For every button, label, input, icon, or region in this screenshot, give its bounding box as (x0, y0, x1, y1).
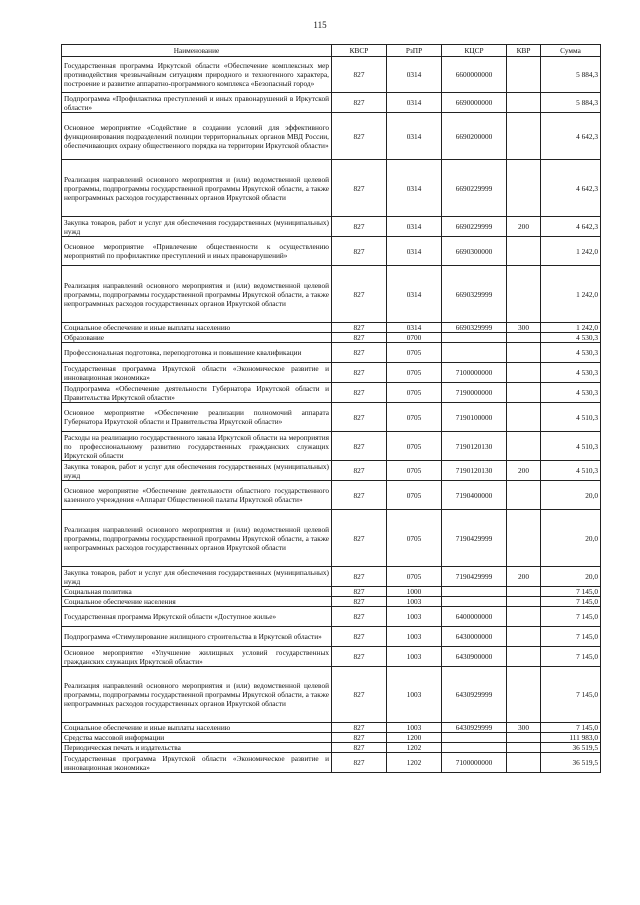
table-row (62, 510, 601, 567)
cell-name: Основное мероприятие «Содействие в создании условий для эффективного функционирования подразделений полиции территориальных органов МВД России, обеспечивающих охрану общественного порядка на территории Иркутской области» (62, 113, 332, 160)
table-row (62, 57, 601, 93)
cell-name: Подпрограмма «Обеспечение деятельности Губернатора Иркутской области и Правительства Иркутской области» (62, 383, 332, 403)
table-row (62, 266, 601, 323)
table-row (62, 93, 601, 113)
cell-rzpr: 0314 (387, 93, 442, 113)
cell-kvr (507, 587, 541, 597)
cell-sum: 7 145,0 (541, 627, 601, 647)
cell-kvr (507, 627, 541, 647)
cell-sum: 7 145,0 (541, 597, 601, 607)
cell-kvr (507, 266, 541, 323)
table-row (62, 113, 601, 160)
cell-name: Государственная программа Иркутской области «Обеспечение комплексных мер противодействия чрезвычайным ситуациям природного и техногенного характера, построение и развитие аппаратно-программного комплекса «Безопасный город» (62, 57, 332, 93)
cell-rzpr: 0314 (387, 323, 442, 333)
cell-kvsr: 827 (332, 510, 387, 567)
cell-kcsr: 7100000000 (442, 363, 507, 383)
cell-name: Образование (62, 333, 332, 343)
cell-name: Социальное обеспечение и иные выплаты населению (62, 323, 332, 333)
cell-kcsr: 7190429999 (442, 510, 507, 567)
cell-kcsr (442, 587, 507, 597)
table-row (62, 403, 601, 432)
cell-rzpr: 0705 (387, 461, 442, 481)
table-row (62, 461, 601, 481)
cell-kcsr: 6690300000 (442, 237, 507, 266)
page-number: 115 (313, 20, 327, 30)
table-row (62, 753, 601, 773)
cell-sum: 7 145,0 (541, 647, 601, 667)
cell-kcsr (442, 343, 507, 363)
cell-kcsr: 6430000000 (442, 627, 507, 647)
cell-name: Профессиональная подготовка, переподготовка и повышение квалификации (62, 343, 332, 363)
cell-sum: 4 510,3 (541, 432, 601, 461)
cell-kvr: 200 (507, 567, 541, 587)
cell-rzpr: 0705 (387, 383, 442, 403)
cell-kvsr: 827 (332, 323, 387, 333)
table-row (62, 217, 601, 237)
cell-kcsr: 7190400000 (442, 481, 507, 510)
table-row (62, 343, 601, 363)
cell-rzpr: 1202 (387, 743, 442, 753)
cell-sum: 4 510,3 (541, 403, 601, 432)
cell-kcsr: 6430929999 (442, 667, 507, 723)
cell-kvsr: 827 (332, 733, 387, 743)
cell-kcsr: 7190100000 (442, 403, 507, 432)
cell-kvr (507, 403, 541, 432)
table-row (62, 587, 601, 597)
cell-rzpr: 0314 (387, 113, 442, 160)
cell-sum: 36 519,5 (541, 753, 601, 773)
cell-kvsr: 827 (332, 461, 387, 481)
cell-kvsr: 827 (332, 383, 387, 403)
cell-kcsr: 6690000000 (442, 93, 507, 113)
cell-sum: 4 642,3 (541, 113, 601, 160)
cell-rzpr: 0314 (387, 57, 442, 93)
cell-sum: 7 145,0 (541, 607, 601, 627)
cell-kvr: 300 (507, 323, 541, 333)
cell-name: Закупка товаров, работ и услуг для обеспечения государственных (муниципальных) нужд (62, 567, 332, 587)
cell-kvr (507, 647, 541, 667)
table-row (62, 432, 601, 461)
cell-rzpr: 0705 (387, 363, 442, 383)
cell-name: Государственная программа Иркутской области «Экономическое развитие и инновационная экономика» (62, 753, 332, 773)
cell-sum: 1 242,0 (541, 266, 601, 323)
cell-sum: 36 519,5 (541, 743, 601, 753)
cell-kcsr: 6690229999 (442, 217, 507, 237)
header-sum: Сумма (541, 45, 601, 57)
cell-kvr (507, 510, 541, 567)
cell-kvsr: 827 (332, 93, 387, 113)
cell-sum: 5 884,3 (541, 57, 601, 93)
cell-kvsr: 827 (332, 753, 387, 773)
table-row (62, 667, 601, 723)
budget-table (61, 44, 601, 773)
cell-sum: 20,0 (541, 567, 601, 587)
cell-rzpr: 0705 (387, 567, 442, 587)
cell-kvsr: 827 (332, 403, 387, 432)
cell-name: Подпрограмма «Профилактика преступлений и иных правонарушений в Иркутской области» (62, 93, 332, 113)
header-name: Наименование (62, 45, 332, 57)
cell-kcsr: 6690229999 (442, 160, 507, 217)
cell-rzpr: 1200 (387, 733, 442, 743)
cell-sum: 4 642,3 (541, 160, 601, 217)
cell-sum: 1 242,0 (541, 237, 601, 266)
cell-kvr (507, 383, 541, 403)
cell-rzpr: 0700 (387, 333, 442, 343)
cell-name: Государственная программа Иркутской области «Экономическое развитие и инновационная экономика» (62, 363, 332, 383)
cell-kvsr: 827 (332, 627, 387, 647)
cell-sum: 20,0 (541, 481, 601, 510)
cell-kvsr: 827 (332, 567, 387, 587)
cell-sum: 4 510,3 (541, 461, 601, 481)
cell-kvsr: 827 (332, 113, 387, 160)
cell-kcsr (442, 333, 507, 343)
header-rzpr: РзПР (387, 45, 442, 57)
cell-kvsr: 827 (332, 481, 387, 510)
cell-kvsr: 827 (332, 723, 387, 733)
cell-kvr (507, 597, 541, 607)
cell-kcsr: 6400000000 (442, 607, 507, 627)
cell-name: Основное мероприятие «Улучшение жилищных условий государственных гражданских служащих Иркутской области» (62, 647, 332, 667)
cell-kvr (507, 93, 541, 113)
cell-name: Основное мероприятие «Обеспечение реализации полномочий аппарата Губернатора Иркутской области и Правительства Иркутской области» (62, 403, 332, 432)
cell-sum: 4 530,3 (541, 343, 601, 363)
header-kvr: КВР (507, 45, 541, 57)
cell-rzpr: 0705 (387, 343, 442, 363)
cell-rzpr: 1003 (387, 597, 442, 607)
cell-kvr (507, 343, 541, 363)
table-row (62, 323, 601, 333)
cell-name: Средства массовой информации (62, 733, 332, 743)
cell-name: Реализация направлений основного мероприятия и (или) ведомственной целевой программы, подпрограммы государственной программы Иркутской области, а также непрограммных расходов государственных органов Иркутской области (62, 160, 332, 217)
cell-kcsr: 6430900000 (442, 647, 507, 667)
cell-rzpr: 0705 (387, 432, 442, 461)
cell-kvsr: 827 (332, 217, 387, 237)
cell-kcsr (442, 743, 507, 753)
cell-kvsr: 827 (332, 667, 387, 723)
cell-name: Основное мероприятие «Привлечение общественности к осуществлению мероприятий по профилактике преступлений и иных правонарушений» (62, 237, 332, 266)
cell-kvsr: 827 (332, 607, 387, 627)
cell-kcsr: 7190000000 (442, 383, 507, 403)
cell-kcsr: 6430929999 (442, 723, 507, 733)
cell-kvr (507, 237, 541, 266)
table-row (62, 237, 601, 266)
cell-name: Социальное обеспечение населения (62, 597, 332, 607)
cell-name: Государственная программа Иркутской области «Доступное жилье» (62, 607, 332, 627)
cell-rzpr: 1003 (387, 647, 442, 667)
cell-name: Закупка товаров, работ и услуг для обеспечения государственных (муниципальных) нужд (62, 461, 332, 481)
cell-rzpr: 1003 (387, 607, 442, 627)
header-kvsr: КВСР (332, 45, 387, 57)
cell-kcsr (442, 597, 507, 607)
cell-name: Закупка товаров, работ и услуг для обеспечения государственных (муниципальных) нужд (62, 217, 332, 237)
table-row (62, 647, 601, 667)
cell-kvr (507, 160, 541, 217)
cell-kvr: 300 (507, 723, 541, 733)
cell-name: Реализация направлений основного мероприятия и (или) ведомственной целевой программы, подпрограммы государственной программы Иркутской области, а также непрограммных расходов государственных органов Иркутской области (62, 266, 332, 323)
table-row (62, 383, 601, 403)
cell-sum: 7 145,0 (541, 667, 601, 723)
cell-rzpr: 0314 (387, 217, 442, 237)
cell-kvsr: 827 (332, 597, 387, 607)
table-row (62, 333, 601, 343)
cell-kcsr: 6600000000 (442, 57, 507, 93)
cell-kcsr: 7190120130 (442, 432, 507, 461)
cell-kcsr: 6690329999 (442, 323, 507, 333)
cell-kcsr: 6690200000 (442, 113, 507, 160)
cell-kcsr: 7190429999 (442, 567, 507, 587)
table-row (62, 723, 601, 733)
table-row (62, 743, 601, 753)
cell-kcsr (442, 733, 507, 743)
cell-name: Реализация направлений основного мероприятия и (или) ведомственной целевой программы, подпрограммы государственной программы Иркутской области, а также непрограммных расходов государственных органов Иркутской области (62, 667, 332, 723)
cell-kcsr: 7190120130 (442, 461, 507, 481)
cell-kvr (507, 363, 541, 383)
cell-name: Основное мероприятие «Обеспечение деятельности областного государственного казенного учреждения «Аппарат Общественной палаты Иркутской области» (62, 481, 332, 510)
cell-kvsr: 827 (332, 237, 387, 266)
cell-kvr (507, 432, 541, 461)
cell-kvsr: 827 (332, 363, 387, 383)
cell-kvsr: 827 (332, 432, 387, 461)
cell-kvr (507, 481, 541, 510)
cell-rzpr: 0705 (387, 510, 442, 567)
cell-rzpr: 0314 (387, 266, 442, 323)
cell-name: Социальная политика (62, 587, 332, 597)
table-row (62, 481, 601, 510)
cell-kcsr: 6690329999 (442, 266, 507, 323)
cell-sum: 111 983,0 (541, 733, 601, 743)
cell-sum: 4 530,3 (541, 333, 601, 343)
cell-name: Социальное обеспечение и иные выплаты населению (62, 723, 332, 733)
table-row (62, 567, 601, 587)
cell-rzpr: 1003 (387, 667, 442, 723)
cell-rzpr: 1000 (387, 587, 442, 597)
cell-name: Подпрограмма «Стимулирование жилищного строительства в Иркутской области» (62, 627, 332, 647)
cell-kvsr: 827 (332, 266, 387, 323)
cell-rzpr: 0314 (387, 160, 442, 217)
cell-kvr (507, 57, 541, 93)
cell-name: Периодическая печать и издательства (62, 743, 332, 753)
cell-rzpr: 0314 (387, 237, 442, 266)
cell-kvsr: 827 (332, 57, 387, 93)
table-row (62, 363, 601, 383)
table-row (62, 627, 601, 647)
cell-rzpr: 1202 (387, 753, 442, 773)
cell-kvr (507, 333, 541, 343)
cell-kvr (507, 753, 541, 773)
cell-rzpr: 0705 (387, 403, 442, 432)
cell-kvr (507, 667, 541, 723)
cell-name: Расходы на реализацию государственного заказа Иркутской области на мероприятия по профессиональному развитию государственных гражданских служащих Иркутской области (62, 432, 332, 461)
table-row (62, 160, 601, 217)
cell-sum: 7 145,0 (541, 723, 601, 733)
cell-kvsr: 827 (332, 647, 387, 667)
cell-kvr (507, 733, 541, 743)
cell-sum: 4 530,3 (541, 383, 601, 403)
cell-name: Реализация направлений основного мероприятия и (или) ведомственной целевой программы, подпрограммы государственной программы Иркутской области, а также непрограммных расходов государственных органов Иркутской области (62, 510, 332, 567)
cell-kvr: 200 (507, 217, 541, 237)
cell-sum: 4 642,3 (541, 217, 601, 237)
cell-kvr (507, 607, 541, 627)
cell-kvsr: 827 (332, 743, 387, 753)
cell-sum: 4 530,3 (541, 363, 601, 383)
cell-rzpr: 1003 (387, 723, 442, 733)
cell-kvsr: 827 (332, 587, 387, 597)
cell-sum: 5 884,3 (541, 93, 601, 113)
cell-rzpr: 1003 (387, 627, 442, 647)
cell-kvsr: 827 (332, 343, 387, 363)
cell-kvr (507, 743, 541, 753)
cell-kcsr: 7100000000 (442, 753, 507, 773)
cell-kvsr: 827 (332, 160, 387, 217)
table-row (62, 597, 601, 607)
table-row (62, 733, 601, 743)
cell-kvsr: 827 (332, 333, 387, 343)
cell-sum: 1 242,0 (541, 323, 601, 333)
cell-kvr: 200 (507, 461, 541, 481)
cell-sum: 7 145,0 (541, 587, 601, 597)
cell-sum: 20,0 (541, 510, 601, 567)
cell-kvr (507, 113, 541, 160)
table-row (62, 607, 601, 627)
header-kcsr: КЦСР (442, 45, 507, 57)
cell-rzpr: 0705 (387, 481, 442, 510)
table-header-row (62, 45, 601, 57)
